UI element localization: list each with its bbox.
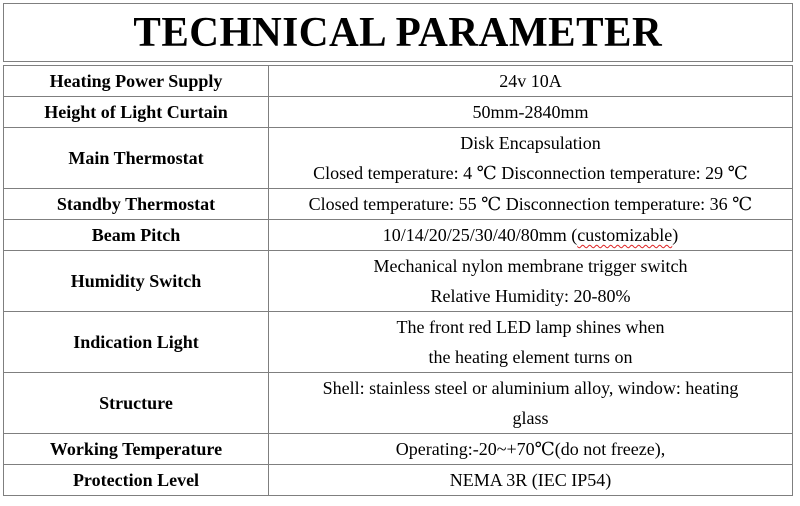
value-line: NEMA 3R (IEC IP54) <box>449 470 612 490</box>
table-row <box>4 189 793 220</box>
value-text: ) <box>672 225 679 245</box>
value-line: glass <box>512 408 549 428</box>
parameter-name: Main Thermostat <box>4 128 269 189</box>
parameter-value <box>269 97 793 128</box>
parameter-name: Working Temperature <box>4 434 269 465</box>
page-title: TECHNICAL PARAMETER <box>133 9 663 56</box>
parameter-name: Humidity Switch <box>4 251 269 312</box>
parameter-value <box>269 465 793 496</box>
value-line: Disk Encapsulation <box>460 133 601 153</box>
value-line: 50mm-2840mm <box>472 102 589 122</box>
table-row <box>4 434 793 465</box>
parameter-value <box>269 251 793 312</box>
parameter-value <box>269 128 793 189</box>
parameter-value <box>269 189 793 220</box>
parameter-name: Height of Light Curtain <box>4 97 269 128</box>
value-line: The front red LED lamp shines when <box>396 317 665 337</box>
parameter-name: Indication Light <box>4 312 269 373</box>
parameter-name: Standby Thermostat <box>4 189 269 220</box>
table-row <box>4 465 793 496</box>
technical-parameter-sheet <box>3 3 795 503</box>
parameter-name: Beam Pitch <box>4 220 269 251</box>
parameter-value <box>269 312 793 373</box>
table-row <box>4 312 793 373</box>
parameter-name: Heating Power Supply <box>4 66 269 97</box>
value-line: the heating element turns on <box>428 347 633 367</box>
parameter-value <box>269 66 793 97</box>
parameter-name: Structure <box>4 373 269 434</box>
value-line: Mechanical nylon membrane trigger switch <box>373 256 688 276</box>
table-row <box>4 97 793 128</box>
value-line: Closed temperature: 55 ℃ Disconnection temperature: 36 ℃ <box>308 194 753 214</box>
title-box <box>3 3 793 62</box>
spellcheck-word: customizable <box>577 225 673 245</box>
parameter-value <box>269 220 793 251</box>
table-row <box>4 220 793 251</box>
value-text: 10/14/20/25/30/40/80mm ( <box>382 225 578 245</box>
value-line: Operating:-20~+70℃(do not freeze), <box>395 439 666 459</box>
parameter-name: Protection Level <box>4 465 269 496</box>
table-row <box>4 128 793 189</box>
value-line: 24v 10A <box>499 71 562 91</box>
value-line: Closed temperature: 4 ℃ Disconnection temperature: 29 ℃ <box>313 163 748 183</box>
table-row <box>4 66 793 97</box>
value-line: Shell: stainless steel or aluminium alloy, window: heating <box>322 378 739 398</box>
parameter-value <box>269 373 793 434</box>
table-row <box>4 251 793 312</box>
table-row <box>4 373 793 434</box>
value-line: Relative Humidity: 20-80% <box>430 286 631 306</box>
parameter-value <box>269 434 793 465</box>
parameter-table <box>3 65 793 496</box>
